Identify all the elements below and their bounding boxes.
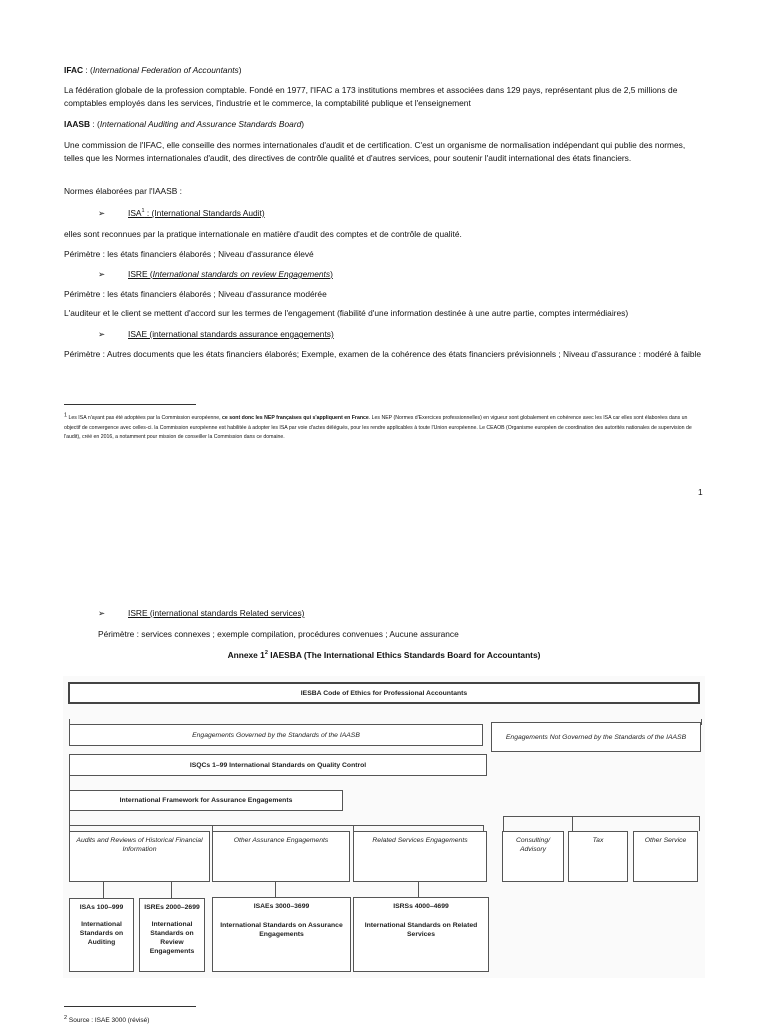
connector: [701, 719, 702, 725]
isa-title: ISA$^1$ : (International Standards Audit): [128, 208, 265, 218]
isaes-body: International Standards on Assurance Engagements: [213, 921, 350, 939]
tax-box: Tax: [568, 831, 628, 882]
isrss-body: International Standards on Related Services: [354, 921, 488, 939]
isae-bullet: [98, 328, 334, 340]
ifac-heading: IFAC : (International Federation of Accountants): [64, 64, 704, 77]
arrow-icon: ➢: [98, 207, 128, 219]
isrs-title: ISRE (international standards Related services): [128, 608, 304, 618]
isaes-head: ISAEs 3000–3699: [254, 902, 310, 911]
normes-intro: Normes élaborées par l'IAASB :: [64, 185, 704, 198]
governed-box: Engagements Governed by the Standards of the IAASB: [69, 724, 483, 746]
isa-scope: Périmètre : les états financiers élaborés ; Niveau d'assurance élevé: [64, 248, 704, 261]
code-of-ethics-box: IESBA Code of Ethics for Professional Accountants: [68, 682, 700, 704]
isas-box: [69, 898, 134, 972]
not-governed-box: Engagements Not Governed by the Standards of the IAASB: [491, 722, 701, 752]
isre-scope: Périmètre : les états financiers élaborés ; Niveau d'assurance modérée: [64, 288, 704, 301]
connector: [503, 816, 504, 831]
isae-title: ISAE (international standards assurance engagements): [128, 329, 334, 339]
connector: [418, 882, 419, 897]
iaasb-description: Une commission de l'IFAC, elle conseille des normes internationales d'audit et de certification. C'est un organisme de normalisation indépendant qui publie des normes, telles que les Normes internationales d'audit, des directives de contrôle qualité et d'autres services, pour soutenir l'audit international des états financiers.: [64, 139, 704, 164]
isa-bullet: [98, 207, 265, 219]
other-service-box: Other Service: [633, 831, 698, 882]
isas-head: ISAs 100–999: [80, 903, 123, 912]
isres-head: ISREs 2000–2699: [144, 903, 200, 912]
footnote-divider: [64, 1006, 196, 1007]
isqc-box: ISQCs 1–99 International Standards on Quality Control: [69, 754, 487, 776]
isaes-box: [212, 897, 351, 972]
connector: [69, 825, 483, 826]
connector: [699, 816, 700, 831]
arrow-icon: ➢: [98, 268, 128, 280]
isres-body: International Standards on Review Engagements: [140, 920, 204, 956]
iesba-diagram: [63, 676, 705, 978]
other-assurance-box: Other Assurance Engagements: [212, 831, 350, 882]
connector: [275, 882, 276, 897]
connector: [572, 816, 573, 831]
arrow-icon: ➢: [98, 607, 128, 619]
isrss-head: ISRSs 4000–4699: [393, 902, 449, 911]
ifac-description: La fédération globale de la profession comptable. Fondé en 1977, l'IFAC a 173 institutions membres et associées dans 129 pays, représentant plus de 2,5 millions de comptables employés dans les services, l'industrie et le commerce, la comptabilité publique et l'enseignement: [64, 84, 704, 109]
related-services-box: Related Services Engagements: [353, 831, 487, 882]
isa-description: elles sont reconnues par la pratique internationale en matière d'audit des comptes et de contrôle de qualité.: [64, 228, 704, 241]
footnote-2: $^2$ Source : ISAE 3000 (révisé): [64, 1016, 704, 1025]
connector: [103, 882, 104, 898]
iaasb-heading: IAASB : (International Auditing and Assurance Standards Board): [64, 118, 704, 131]
audits-reviews-box: Audits and Reviews of Historical Financial Information: [69, 831, 210, 882]
framework-box: International Framework for Assurance Engagements: [69, 790, 343, 811]
connector: [503, 816, 699, 817]
isrs-scope: Périmètre : services connexes ; exemple compilation, procédures convenues ; Aucune assurance: [98, 628, 698, 641]
isas-body: International Standards on Auditing: [70, 920, 133, 947]
isres-box: [139, 898, 205, 972]
page-number: 1: [698, 487, 703, 497]
connector: [171, 882, 172, 898]
consulting-box: Consulting/ Advisory: [502, 831, 564, 882]
isre-description: L'auditeur et le client se mettent d'accord sur les termes de l'engagement (fiabilité d'une information destinée à une autre partie, comptes intermédiaires): [64, 307, 704, 320]
annex-title: Annexe $1^2$ IAESBA (The International Ethics Standards Board for Accountants): [64, 649, 704, 662]
isae-scope: Périmètre : Autres documents que les états financiers élaborés; Exemple, examen de la cohérence des états financiers prévisionnels ; Niveau d'assurance : modéré à faible: [64, 348, 704, 361]
isre-title: ISRE (International standards on review Engagements): [128, 269, 333, 279]
isrs-bullet: [98, 607, 304, 619]
footnote-1: $^1$ Les ISA n'ayant pas été adoptées par la Commission européenne, ce sont donc les NEP françaises qui s'appliquent en France. Les NEP (Normes d'Exercices professionnelles) en vigueur sont globalement en cohérence avec les ISA car elles sont élaborées dans un objectif de convergence avec celles-ci. la Commission européenne est habilitée à adopter les ISA par voie d'actes délégués, pour les rendre applicables à toute l'Union européenne. Le CEAOB (Organisme européen de coordination des autorités nationales de supervision de l'audit), créé en 2016, a notamment pour mission de conseiller la Commission dans ce domaine.: [64, 414, 704, 443]
isre-bullet: [98, 268, 333, 280]
arrow-icon: ➢: [98, 328, 128, 340]
isrss-box: [353, 897, 489, 972]
footnote-divider: [64, 404, 196, 405]
